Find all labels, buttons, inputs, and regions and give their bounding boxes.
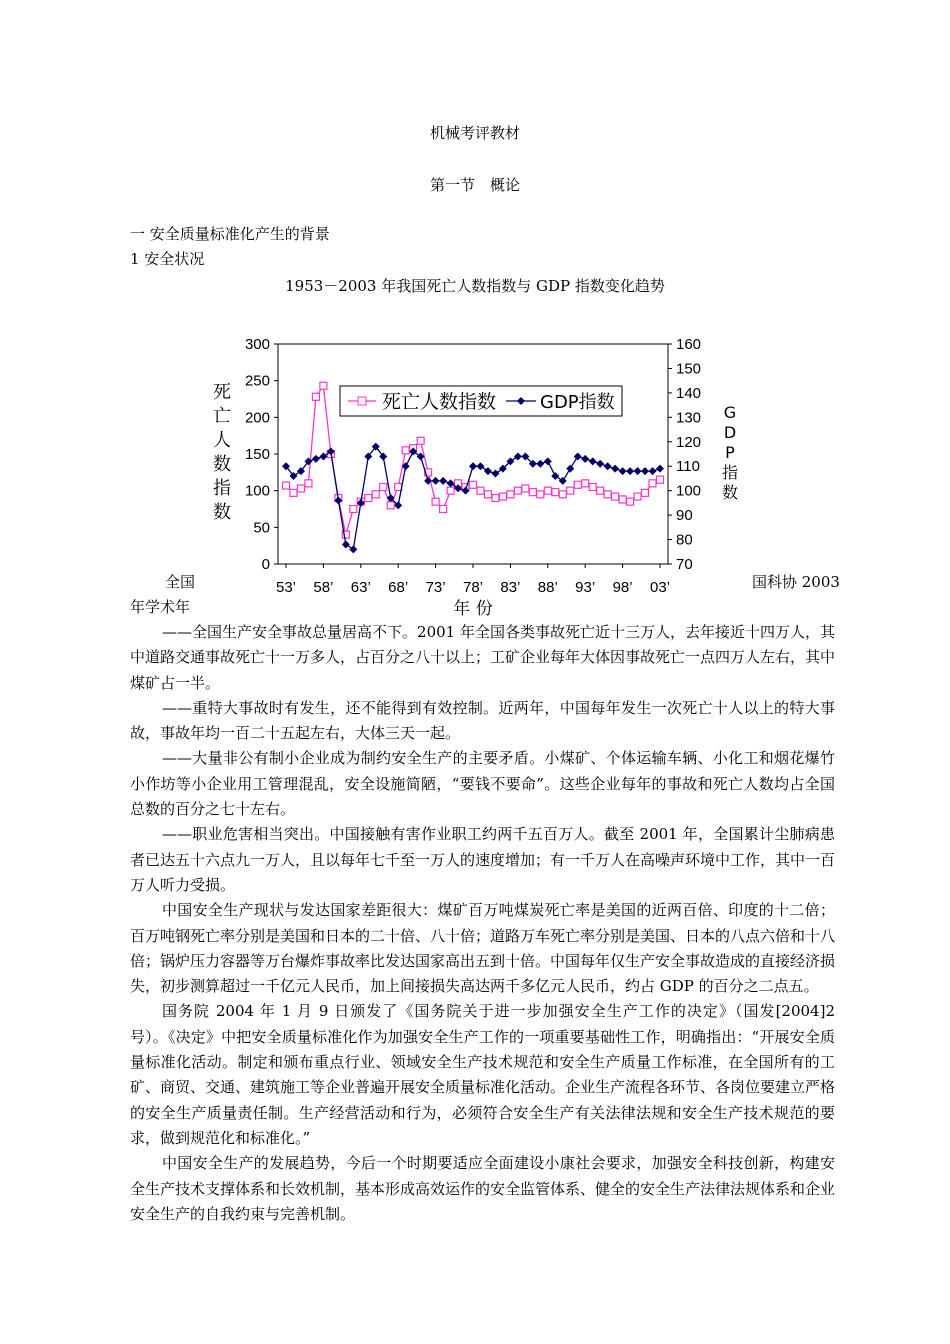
data-point-1 [536, 460, 544, 468]
data-point-0 [649, 480, 656, 487]
data-point-0 [589, 484, 596, 491]
data-point-1 [491, 470, 499, 478]
body-text [130, 620, 835, 1227]
trend-chart [200, 320, 755, 620]
x-tick-label: 73’ [425, 579, 446, 596]
y-left-label-char: 数 [213, 502, 231, 523]
data-point-0 [537, 491, 544, 498]
data-point-0 [507, 491, 514, 498]
paragraph: ——全国生产安全事故总量居高不下。2001 年全国各类事故死亡近十三万人，去年接近十四万人，其中道路交通事故死亡十一万多人，占百分之八十以上；工矿企业每年大体因事故死亡一点四万人左右，其中煤矿占一半。 [130, 623, 836, 692]
data-point-1 [544, 457, 552, 465]
x-tick-label: 53’ [275, 579, 297, 596]
data-point-1 [514, 452, 522, 460]
x-tick-label: 88’ [537, 579, 558, 596]
data-point-1 [589, 457, 597, 465]
paragraph: 国务院 2004 年 1 月 9 日颁发了《国务院关于进一步加强安全生产工作的决定》（国发[2004]2 号）。《决定》中把安全质量标准化作为加强安全生产工作的一项重要基础性工作，明确指出：“开展安全质量标准化活动。制定和颁布重点行业、领域安全生产技术规范和安全生产质量工作标准，在全国所有的工矿、商贸、交通、建筑施工等企业普遍开展安全质量标准化活动。企业生产流程各环节、各岗位要建立严格的安全生产质量责任制。生产经营活动和行为，必须符合安全生产有关法律法规和安全生产技术规范的要求，做到规范化和标准化。” [130, 1002, 836, 1147]
x-tick-label: 98’ [612, 579, 633, 596]
data-point-0 [514, 487, 521, 494]
y-right-tick-label: 80 [676, 531, 693, 549]
x-tick-label: 58’ [313, 579, 334, 596]
data-point-0 [544, 487, 551, 494]
data-point-0 [627, 498, 634, 505]
data-point-0 [305, 480, 312, 487]
chart-source-right: 国科协 2003 [752, 573, 840, 591]
x-tick-label: 93’ [575, 579, 596, 596]
data-point-1 [432, 477, 440, 485]
plot-frame [278, 344, 668, 564]
x-tick-label: 78’ [462, 579, 484, 596]
paragraph: 中国安全生产的发展趋势，今后一个时期要适应全面建设小康社会要求，加强安全科技创新，构建安全生产技术支撑体系和长效机制，基本形成高效运作的安全监管体系、健全的安全生产法律法规体系和企业安全生产的自我约束与完善机制。 [130, 1154, 836, 1223]
y-right-tick-label: 110 [676, 458, 700, 476]
data-point-0 [477, 487, 484, 494]
data-point-1 [319, 452, 327, 460]
data-point-0 [312, 393, 319, 400]
data-point-1 [469, 462, 477, 470]
page-header: 机械考评教材 [429, 124, 520, 142]
data-point-1 [349, 545, 357, 553]
chart-source-continued: 年学术年 [130, 598, 191, 616]
paragraph: ——重特大事故时有发生，还不能得到有效控制。近两年，中国每年发生一次死亡十人以上的特大事故，事故年均一百二十五起左右，大体三天一起。 [130, 698, 835, 743]
y-right-tick-label: 130 [676, 409, 702, 427]
y-right-label-char: G [723, 403, 737, 422]
data-point-1 [626, 467, 634, 475]
y-left-tick-label: 50 [253, 519, 270, 537]
legend-label-1: GDP指数 [540, 392, 615, 413]
data-point-1 [604, 462, 612, 470]
data-point-1 [656, 465, 664, 473]
data-point-0 [297, 485, 304, 492]
paragraph: ——大量非公有制小企业成为制约安全生产的主要矛盾。小煤矿、个体运输车辆、小化工和烟花爆竹小作坊等小企业用工管理混乱，安全设施简陋，“要钱不要命”。这些企业每年的事故和死亡人数均占全国总数的百分之七十左右。 [130, 749, 835, 819]
data-point-1 [619, 467, 627, 475]
x-tick-label: 63’ [350, 579, 371, 596]
data-point-0 [499, 493, 506, 500]
data-point-1 [342, 540, 350, 548]
x-tick-label: 68’ [388, 579, 409, 596]
paragraph: ——职业危害相当突出。中国接触有害作业职工约两千五百万人。截至 2001 年，全国累计尘肺病患者已达五十六点九一万人，且以每年七千至一万人的速度增加；有一千万人在高噪声环境中工作，其中一百万人听力受损。 [130, 825, 836, 894]
data-point-0 [492, 495, 499, 502]
data-point-1 [484, 467, 492, 475]
data-point-1 [559, 477, 567, 485]
heading-1: 一 安全质量标准化产生的背景 [130, 225, 330, 243]
data-point-0 [447, 487, 454, 494]
data-point-0 [582, 480, 589, 487]
data-point-0 [372, 491, 379, 498]
y-left-label-char: 指 [213, 478, 231, 499]
chart-svg [200, 320, 755, 620]
data-point-0 [529, 489, 536, 496]
data-point-0 [604, 491, 611, 498]
data-point-1 [574, 452, 582, 460]
y-left-tick-label: 100 [244, 482, 270, 500]
data-point-1 [641, 467, 649, 475]
data-point-1 [649, 467, 657, 475]
data-point-0 [619, 496, 626, 503]
data-point-0 [634, 493, 641, 500]
data-point-1 [439, 477, 447, 485]
y-right-tick-label: 140 [676, 384, 702, 402]
data-point-1 [634, 467, 642, 475]
y-right-tick-label: 70 [676, 556, 693, 573]
data-point-1 [611, 465, 619, 473]
data-point-0 [522, 485, 529, 492]
y-right-label-char: P [725, 443, 735, 462]
data-point-1 [581, 455, 589, 463]
data-point-0 [597, 487, 604, 494]
y-right-tick-label: 160 [676, 336, 702, 353]
y-left-tick-label: 250 [244, 372, 270, 390]
data-point-0 [380, 484, 387, 491]
y-right-label-char: D [723, 423, 737, 442]
y-left-label-char: 人 [213, 430, 231, 451]
y-left-label-char: 死 [213, 382, 231, 403]
y-right-label-char: 数 [721, 483, 739, 502]
y-right-tick-label: 120 [676, 433, 702, 451]
data-point-0 [283, 482, 290, 489]
data-point-0 [552, 489, 559, 496]
data-point-0 [402, 447, 409, 454]
data-point-0 [642, 489, 649, 496]
section-title: 第一节 概论 [429, 176, 520, 194]
chart-source-left: 全国 [165, 573, 196, 591]
heading-2: 1 安全状况 [130, 250, 205, 268]
data-point-0 [657, 476, 664, 483]
data-point-0 [417, 437, 424, 444]
y-left-label-char: 亡 [213, 406, 231, 427]
y-left-label-char: 数 [213, 454, 231, 475]
data-point-1 [476, 462, 484, 470]
paragraph: 中国安全生产现状与发达国家差距很大：煤矿百万吨煤炭死亡率是美国的近两百倍、印度的十二倍；百万吨钢死亡率分别是美国和日本的二十倍、八十倍；道路万车死亡率分别是美国、日本的八点六倍和十八倍；锅炉压力容器等万台爆炸事故率比发达国家高出五到十倍。中国每年仅生产安全事故造成的直接经济损失，初步测算超过一千亿元人民币，加上间接损失高达两千多亿元人民币，约占 GDP 的百分之二点五。 [130, 901, 836, 996]
data-point-0 [612, 493, 619, 500]
data-point-0 [484, 491, 491, 498]
data-point-0 [559, 491, 566, 498]
data-point-1 [312, 455, 320, 463]
x-axis-label: 年 份 [453, 599, 493, 619]
data-point-0 [574, 481, 581, 488]
data-point-0 [470, 481, 477, 488]
data-point-0 [440, 506, 447, 513]
y-right-tick-label: 100 [676, 482, 702, 500]
data-point-0 [350, 506, 357, 513]
y-left-tick-label: 200 [244, 409, 270, 427]
data-point-0 [387, 502, 394, 509]
data-point-1 [596, 460, 604, 468]
y-right-tick-label: 150 [676, 360, 702, 378]
data-point-0 [432, 498, 439, 505]
data-point-0 [567, 487, 574, 494]
y-left-tick-label: 150 [244, 446, 270, 463]
y-left-tick-label: 300 [244, 336, 270, 353]
x-tick-label: 03’ [649, 579, 671, 596]
data-point-0 [320, 382, 327, 389]
legend-label-0: 死亡人数指数 [382, 391, 497, 413]
chart-caption: 1953－2003 年我国死亡人数指数与 GDP 指数变化趋势 [285, 277, 665, 295]
data-point-1 [566, 465, 574, 473]
y-right-tick-label: 90 [676, 507, 693, 525]
data-point-1 [447, 479, 455, 487]
data-point-0 [365, 495, 372, 502]
y-right-label-char: 指 [721, 463, 739, 482]
y-left-tick-label: 0 [261, 556, 270, 573]
data-point-0 [290, 489, 297, 496]
x-tick-label: 83’ [500, 579, 521, 596]
data-point-1 [551, 472, 559, 480]
legend-marker-0 [358, 397, 366, 405]
